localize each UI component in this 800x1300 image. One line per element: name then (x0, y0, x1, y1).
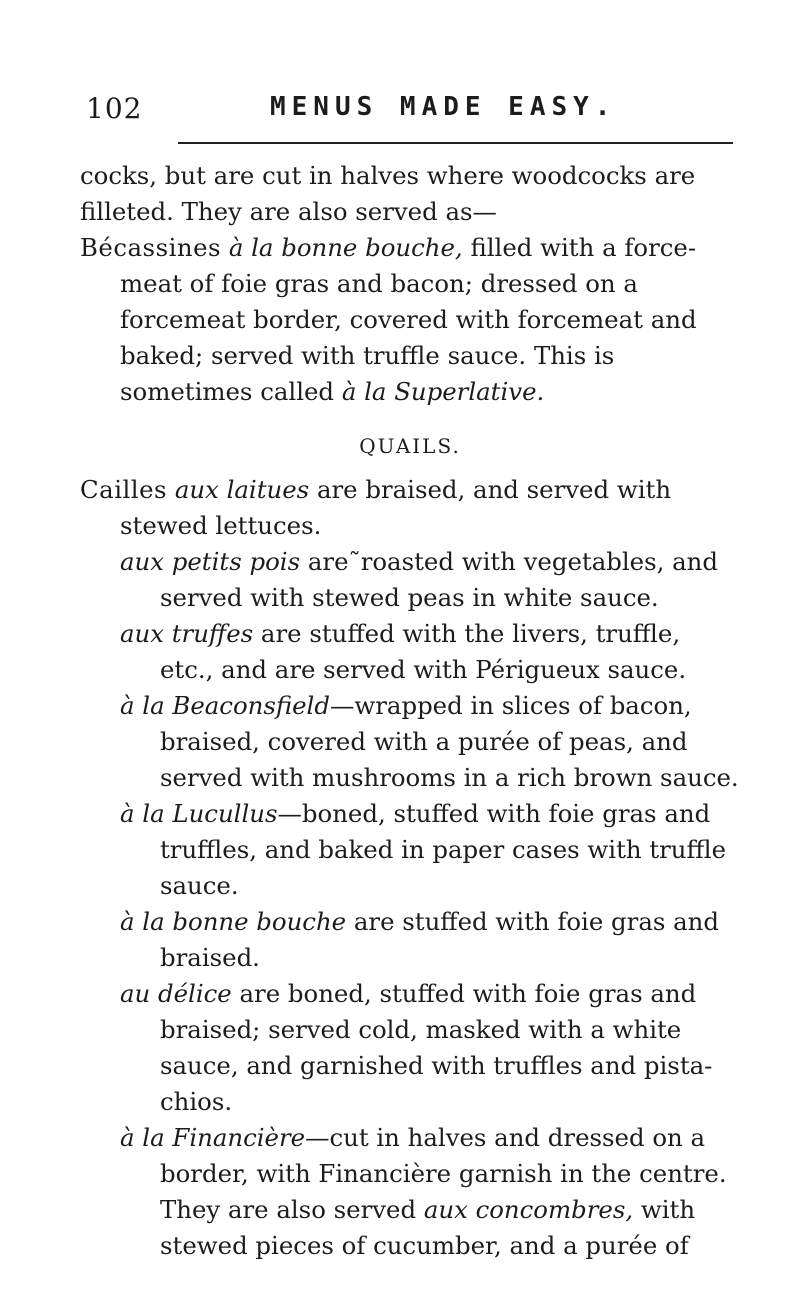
section-title-quails: QUAILS. (359, 434, 461, 458)
becassines-entry (80, 230, 740, 410)
quails-text-2: are stuffed with the livers, truffle, etc., and are served with Périgueux sauce. (160, 619, 687, 684)
intro-paragraph (80, 158, 740, 230)
quails-style-5: à la bonne bouche (120, 907, 347, 936)
quails-entry-7 (120, 1120, 740, 1264)
becassines-alt-style: à la Superlative. (341, 377, 545, 406)
quails-entry-0 (80, 472, 740, 544)
intro-line-2: filleted. They are also served as— (80, 197, 497, 226)
quails-sub-entries (80, 544, 740, 1264)
running-title: MENUS MADE EASY. (270, 92, 617, 122)
quails-text2-7: with stewed pieces of cucumber, and a purée of (160, 1195, 696, 1260)
quails-text-6: are boned, stuffed with foie gras and braised; served cold, masked with a white sauce, and garnished with truffles and pista-chios. (160, 979, 713, 1116)
quails-text-1: are˜roasted with vegetables, and served with stewed peas in white sauce. (160, 547, 718, 612)
quails-style-0: aux laitues (174, 475, 310, 504)
becassines-text: filled with a force-meat of foie gras and bacon; dressed on a forcemeat border, covered with forcemeat and baked; served with truffle sauce. This is sometimes called (120, 233, 697, 406)
page-number: 102 (86, 92, 143, 125)
quails-style2-7: aux concombres, (423, 1195, 634, 1224)
intro-line-1: cocks, but are cut in halves where woodcocks are (80, 161, 696, 190)
quails-name: Cailles (80, 475, 168, 504)
quails-entry-5 (120, 904, 740, 976)
quails-text-3: —wrapped in slices of bacon, braised, covered with a purée of peas, and served with mushrooms in a rich brown sauce. (160, 691, 739, 792)
page-body (80, 158, 740, 1264)
quails-style-3: à la Beaconsfield (120, 691, 330, 720)
quails-text-0: are braised, and served with stewed lettuces. (120, 475, 672, 540)
quails-style-6: au délice (120, 979, 232, 1008)
quails-entry-3 (120, 688, 740, 796)
header-rule (178, 142, 733, 144)
quails-style-2: aux truffes (120, 619, 254, 648)
quails-entry-1 (120, 544, 740, 616)
becassines-name: Bécassines (80, 233, 222, 262)
quails-entry-2 (120, 616, 740, 688)
quails-style-4: à la Lucullus (120, 799, 278, 828)
page-header (70, 92, 730, 132)
becassines-style: à la bonne bouche, (228, 233, 463, 262)
quails-entry-4 (120, 796, 740, 904)
quails-entry-6 (120, 976, 740, 1120)
quails-text-7: —cut in halves and dressed on a border, with Financière garnish in the centre. They are also served (160, 1123, 727, 1224)
quails-style-7: à la Financière (120, 1123, 306, 1152)
quails-text-5: are stuffed with foie gras and braised. (160, 907, 719, 972)
quails-style-1: aux petits pois (120, 547, 301, 576)
quails-text-4: —boned, stuffed with foie gras and truffles, and baked in paper cases with truffle sauce. (160, 799, 727, 900)
